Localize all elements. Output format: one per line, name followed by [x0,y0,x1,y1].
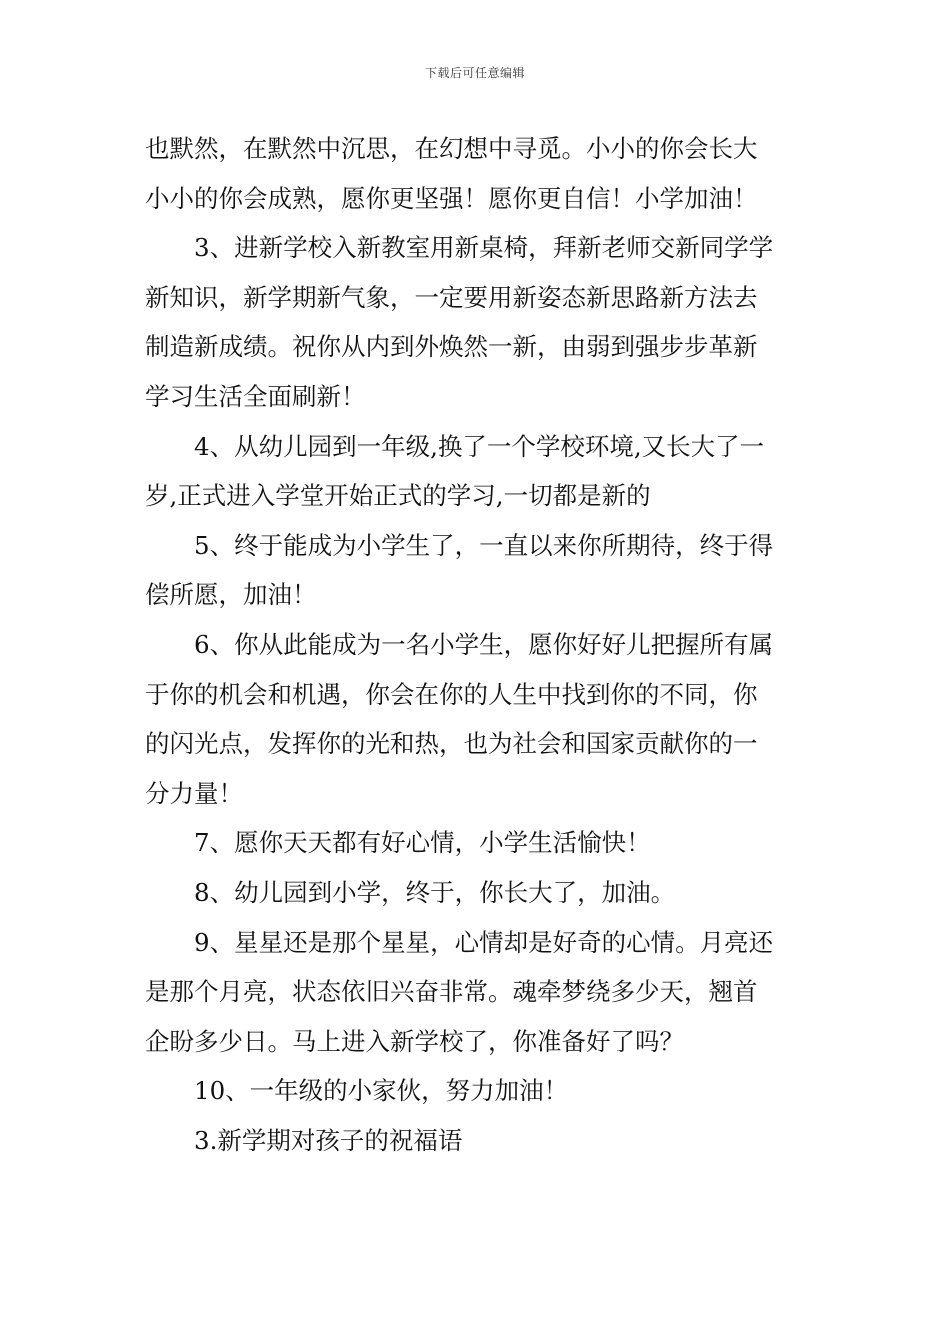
text-line: 3、进新学校入新教室用新桌椅，拜新老师交新同学学 [194,233,774,263]
section-heading: 3.新学期对孩子的祝福语 [194,1125,463,1155]
text-line: 6、你从此能成为一名小学生，愿你好好儿把握所有属 [194,629,774,659]
text-line: 制造新成绩。祝你从内到外焕然一新，由弱到强步步革新 [145,332,758,362]
text-line: 8、幼儿园到小学，终于，你长大了，加油。 [194,877,676,907]
text-line: 4、从幼儿园到一年级,换了一个学校环境,又长大了一 [194,431,765,461]
text-line: 的闪光点，发挥你的光和热，也为社会和国家贡献你的一 [145,729,758,759]
text-line: 9、星星还是那个星星，心情却是好奇的心情。月亮还 [194,927,774,957]
text-line: 也默然，在默然中沉思，在幻想中寻觅。小小的你会长大 [145,134,758,163]
text-line: 企盼多少日。马上进入新学校了，你准备好了吗？ [145,1026,684,1056]
text-line: 岁,正式进入学堂开始正式的学习,一切都是新的 [145,481,651,511]
text-line: 是那个月亮，状态依旧兴奋非常。魂牵梦绕多少天，翘首 [145,977,758,1007]
text-line: 分力量！ [145,778,243,808]
text-line: 10、一年级的小家伙，努力加油！ [194,1076,569,1106]
text-line: 于你的机会和机遇，你会在你的人生中找到你的不同，你 [145,679,758,709]
text-line: 新知识，新学期新气象，一定要用新姿态新思路新方法去 [145,282,758,312]
text-line: 5、终于能成为小学生了，一直以来你所期待，终于得 [194,530,774,560]
text-line: 小小的你会成熟，愿你更坚强！愿你更自信！小学加油！ [145,183,758,213]
document-body [145,124,810,1165]
page-header: 下载后可任意编辑 [424,66,525,80]
text-line: 偿所愿，加油！ [145,580,317,610]
text-line: 学习生活全面刷新！ [145,381,366,411]
text-line: 7、愿你天天都有好心情，小学生活愉快！ [194,828,651,858]
